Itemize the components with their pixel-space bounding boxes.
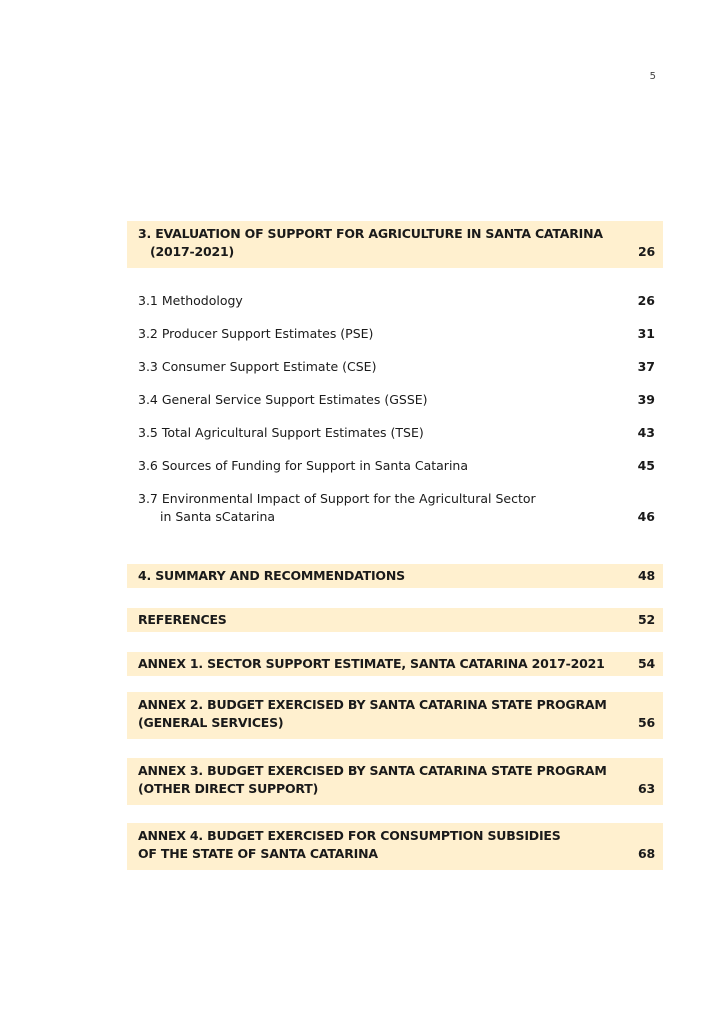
toc-chapter-3[interactable] — [127, 221, 663, 268]
toc-page-number: 26 — [638, 244, 655, 259]
toc-page-number: 48 — [638, 568, 655, 583]
toc-entry-title: ANNEX 4. BUDGET EXERCISED FOR CONSUMPTION SUBSIDIES OF THE STATE OF SANTA CATARINA — [138, 828, 561, 861]
toc-entry-title: 3. EVALUATION OF SUPPORT FOR AGRICULTURE IN SANTA CATARINA (2017-2021) — [138, 226, 603, 259]
toc-entry-title: 3.1 Methodology — [138, 293, 243, 308]
toc-entry-title: 3.6 Sources of Funding for Support in Santa Catarina — [138, 458, 468, 473]
toc-page-number: 26 — [637, 293, 655, 308]
toc-item-3-5[interactable] — [127, 424, 663, 442]
toc-page-number: 56 — [638, 715, 655, 730]
toc-annex-3[interactable] — [127, 758, 663, 805]
toc-item-3-1[interactable] — [127, 292, 663, 310]
toc-references[interactable] — [127, 608, 663, 632]
toc-entry-title: 3.3 Consumer Support Estimate (CSE) — [138, 359, 377, 374]
toc-entry-title: 3.4 General Service Support Estimates (GSSE) — [138, 392, 428, 407]
toc-item-3-4[interactable] — [127, 391, 663, 409]
toc-page-number: 39 — [637, 392, 655, 407]
toc-entry-title: ANNEX 1. SECTOR SUPPORT ESTIMATE, SANTA CATARINA 2017-2021 — [138, 656, 605, 671]
toc-page-number: 31 — [637, 326, 655, 341]
toc-page-number: 63 — [638, 781, 655, 796]
toc-page-number: 52 — [638, 612, 655, 627]
toc-entry-title: 3.5 Total Agricultural Support Estimates (TSE) — [138, 425, 424, 440]
toc-item-3-3[interactable] — [127, 358, 663, 376]
toc-entry-title: 3.7 Environmental Impact of Support for the Agricultural Sector in Santa sCatarina — [138, 491, 536, 524]
toc-entry-title: 3.2 Producer Support Estimates (PSE) — [138, 326, 374, 341]
toc-page-number: 68 — [638, 846, 655, 861]
toc-annex-4[interactable] — [127, 823, 663, 870]
toc-page-number: 37 — [637, 359, 655, 374]
toc-item-3-6[interactable] — [127, 457, 663, 475]
toc-item-3-2[interactable] — [127, 325, 663, 343]
toc-item-3-7[interactable] — [127, 490, 663, 526]
toc-annex-1[interactable] — [127, 652, 663, 676]
page-number: 5 — [649, 71, 656, 82]
toc-chapter-4[interactable] — [127, 564, 663, 588]
toc-page-number: 54 — [638, 656, 655, 671]
toc-entry-title: ANNEX 2. BUDGET EXERCISED BY SANTA CATARINA STATE PROGRAM (GENERAL SERVICES) — [138, 697, 607, 730]
toc-entry-title: ANNEX 3. BUDGET EXERCISED BY SANTA CATARINA STATE PROGRAM (OTHER DIRECT SUPPORT) — [138, 763, 607, 796]
toc-page-number: 46 — [637, 509, 655, 524]
toc-page-number: 43 — [637, 425, 655, 440]
toc-entry-title: 4. SUMMARY AND RECOMMENDATIONS — [138, 568, 405, 583]
toc-entry-title: REFERENCES — [138, 612, 227, 627]
toc-annex-2[interactable] — [127, 692, 663, 739]
toc-page-number: 45 — [637, 458, 655, 473]
